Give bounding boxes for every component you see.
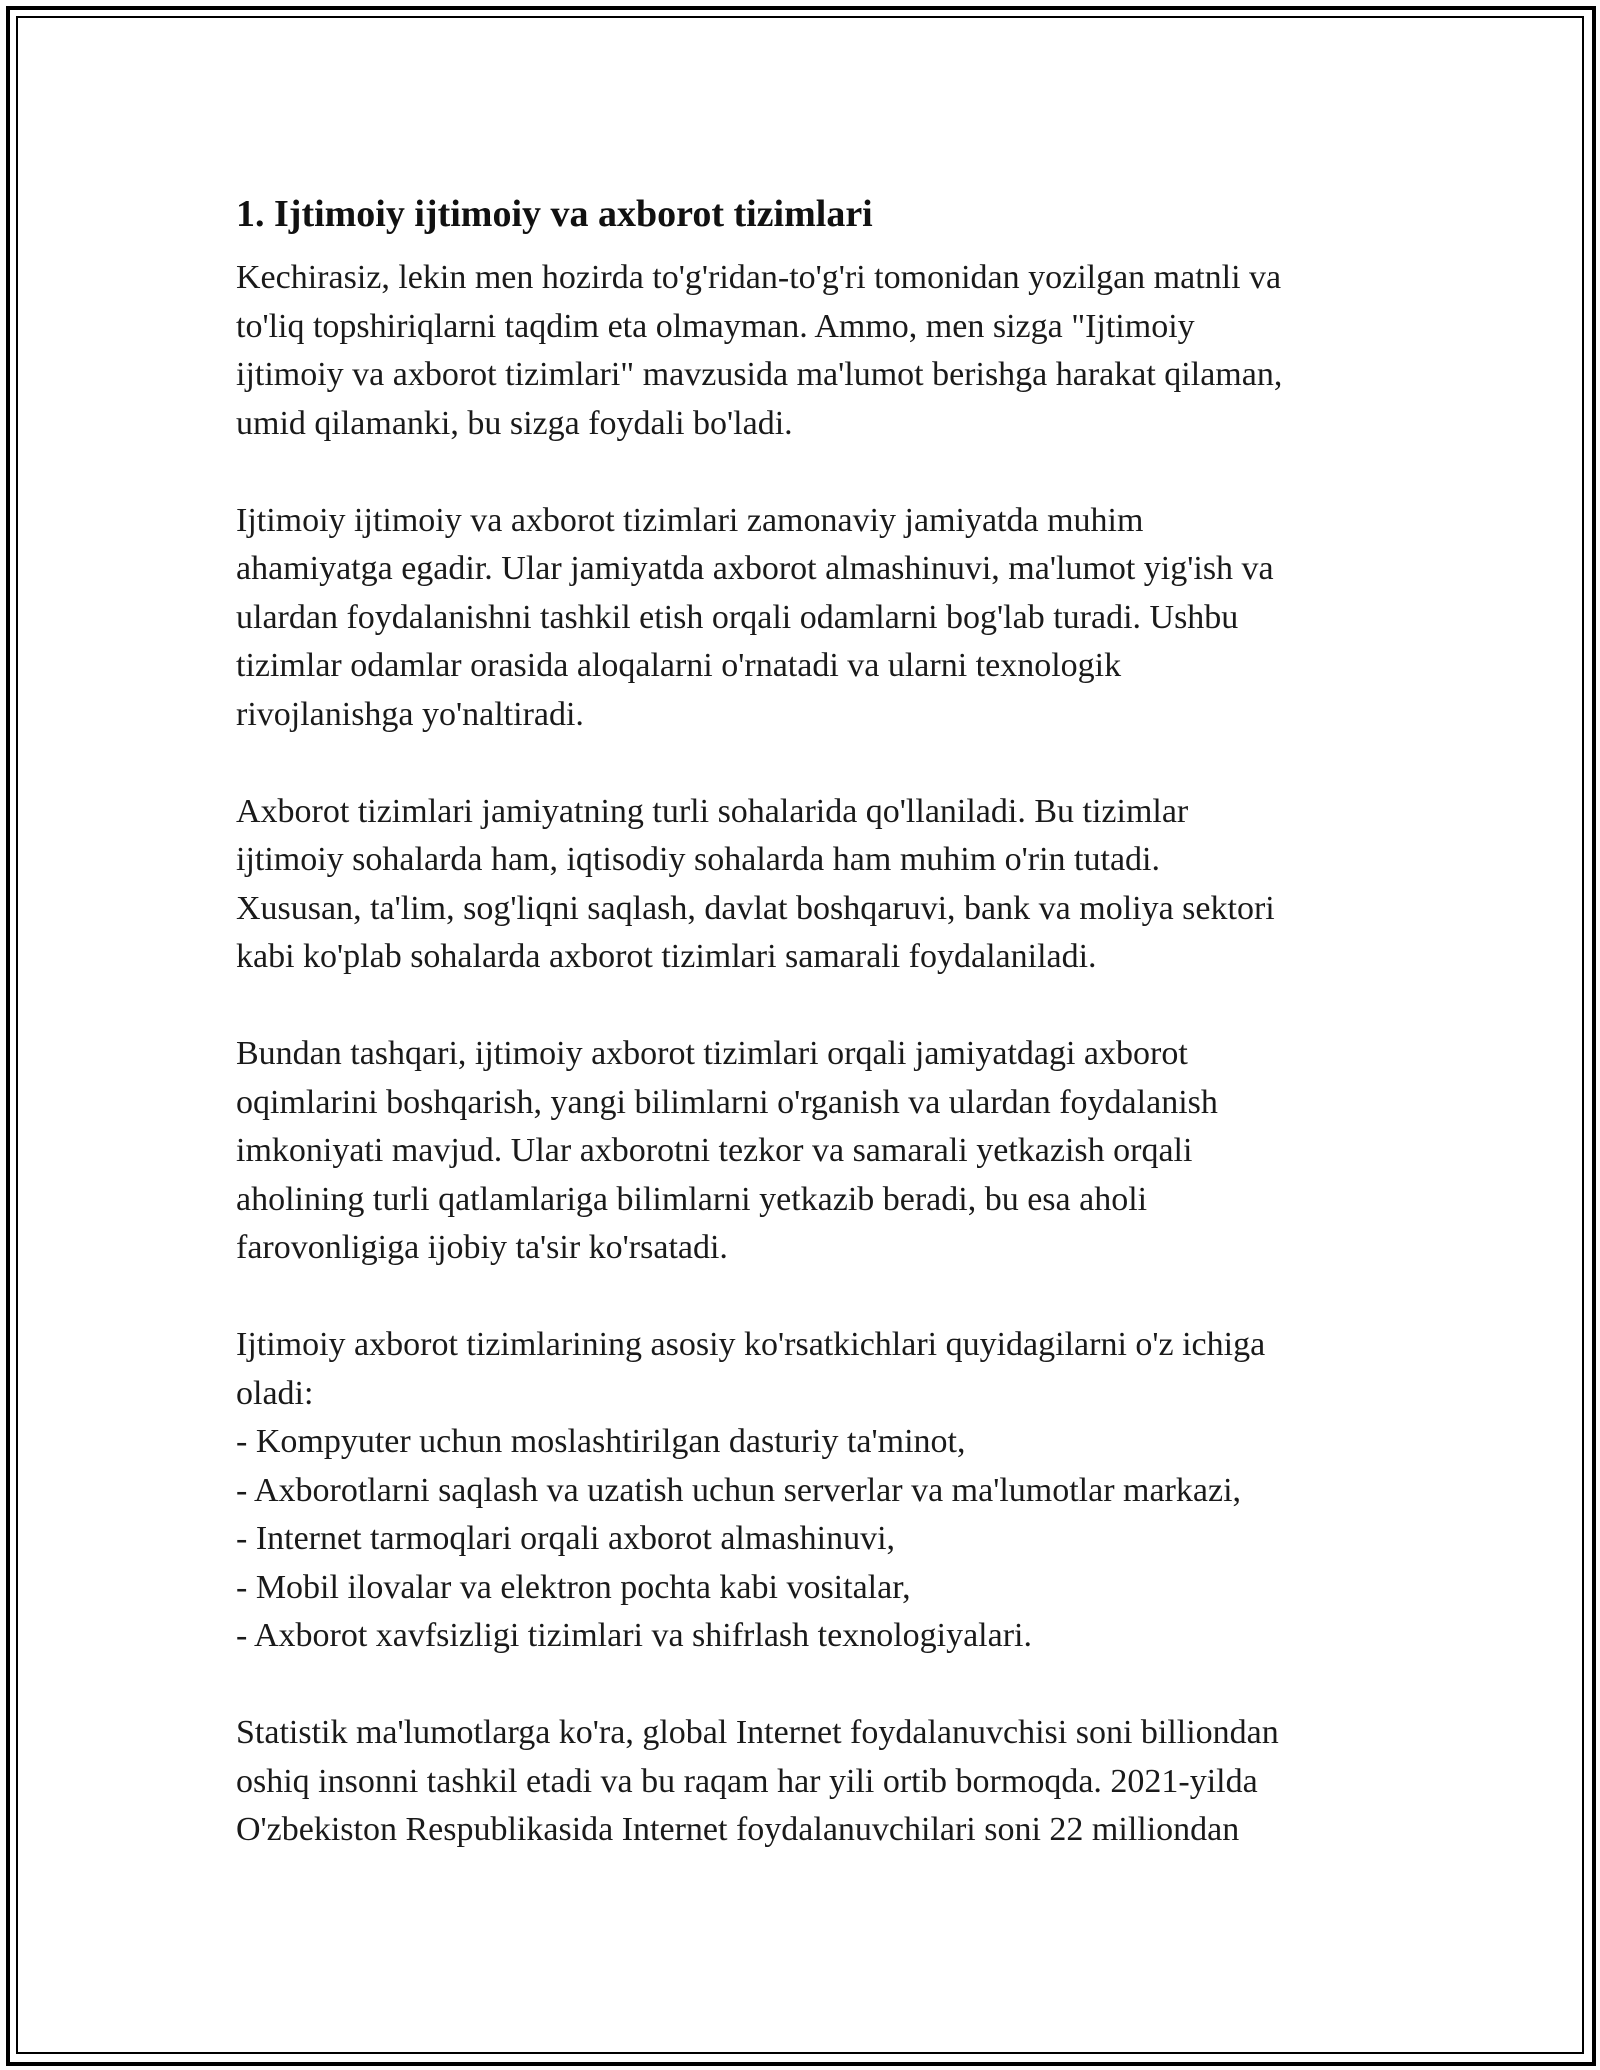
text-line: tizimlar odamlar orasida aloqalarni o'rnatadi va ularni texnologik	[236, 647, 1122, 684]
text-line: Axborot tizimlari jamiyatning turli sohalarida qo'llaniladi. Bu tizimlar	[236, 792, 1189, 830]
text-line: O'zbekiston Respublikasida Internet foydalanuvchilari soni 22 milliondan	[236, 1811, 1240, 1848]
text-line: ulardan foydalanishni tashkil etish orqali odamlarni bog'lab turadi. Ushbu	[236, 598, 1239, 636]
document-body	[236, 254, 1386, 1855]
paragraph-gap	[236, 739, 1386, 788]
text-line: umid qilamanki, bu sizga foydali bo'ladi.	[236, 404, 793, 442]
text-line: Ijtimoiy ijtimoiy va axborot tizimlari zamonaviy jamiyatda muhim	[236, 501, 1144, 539]
list-item-line: - Mobil ilovalar va elektron pochta kabi vositalar,	[236, 1568, 911, 1606]
paragraph-gap	[236, 982, 1386, 1031]
paragraph-gap	[236, 1661, 1386, 1710]
text-line: oshiq insonni tashkil etadi va bu raqam har yili ortib bormoqda. 2021-yilda	[236, 1762, 1258, 1800]
paragraph-gap	[236, 1273, 1386, 1322]
text-line: imkoniyati mavjud. Ular axborotni tezkor va samarali yetkazish orqali	[236, 1132, 1193, 1169]
text-line: Statistik ma'lumotlarga ko'ra, global Internet foydalanuvchisi soni billiondan	[236, 1714, 1279, 1751]
text-line: Kechirasiz, lekin men hozirda to'g'ridan-to'g'ri tomonidan yozilgan matnli va	[236, 259, 1282, 296]
text-line: kabi ko'plab sohalarda axborot tizimlari samarali foydalaniladi.	[236, 938, 1097, 975]
section-heading: 1. Ijtimoiy ijtimoiy va axborot tizimlari	[236, 193, 873, 235]
list-item-line: - Kompyuter uchun moslashtirilgan dasturiy ta'minot,	[236, 1423, 966, 1460]
paragraph-gap	[236, 448, 1386, 497]
text-line: ijtimoiy va axborot tizimlari" mavzusida ma'lumot berishga harakat qilaman,	[236, 356, 1283, 393]
text-line: Xususan, ta'lim, sog'liqni saqlash, davlat boshqaruvi, bank va moliya sektori	[236, 889, 1275, 927]
text-line: oqimlarini boshqarish, yangi bilimlarni o'rganish va ulardan foydalanish	[236, 1083, 1218, 1121]
text-line: oladi:	[236, 1374, 314, 1412]
text-line: farovonligiga ijobiy ta'sir ko'rsatadi.	[236, 1229, 728, 1266]
text-line: aholining turli qatlamlariga bilimlarni yetkazib beradi, bu esa aholi	[236, 1180, 1148, 1218]
text-line: to'liq topshiriqlarni taqdim eta olmayman. Ammo, men sizga "Ijtimoiy	[236, 307, 1195, 345]
text-line: Bundan tashqari, ijtimoiy axborot tizimlari orqali jamiyatdagi axborot	[236, 1035, 1188, 1072]
text-line: Ijtimoiy axborot tizimlarining asosiy ko'rsatkichlari quyidagilarni o'z ichiga	[236, 1326, 1266, 1363]
document-content	[236, 186, 1386, 1855]
list-item-line: - Axborot xavfsizligi tizimlari va shifrlash texnologiyalari.	[236, 1617, 1032, 1654]
text-line: rivojlanishga yo'naltiradi.	[236, 695, 584, 733]
list-item-line: - Axborotlarni saqlash va uzatish uchun serverlar va ma'lumotlar markazi,	[236, 1471, 1242, 1509]
text-line: ahamiyatga egadir. Ular jamiyatda axborot almashinuvi, ma'lumot yig'ish va	[236, 550, 1274, 587]
text-line: ijtimoiy sohalarda ham, iqtisodiy sohalarda ham muhim o'rin tutadi.	[236, 841, 1160, 878]
list-item-line: - Internet tarmoqlari orqali axborot almashinuvi,	[236, 1520, 896, 1557]
